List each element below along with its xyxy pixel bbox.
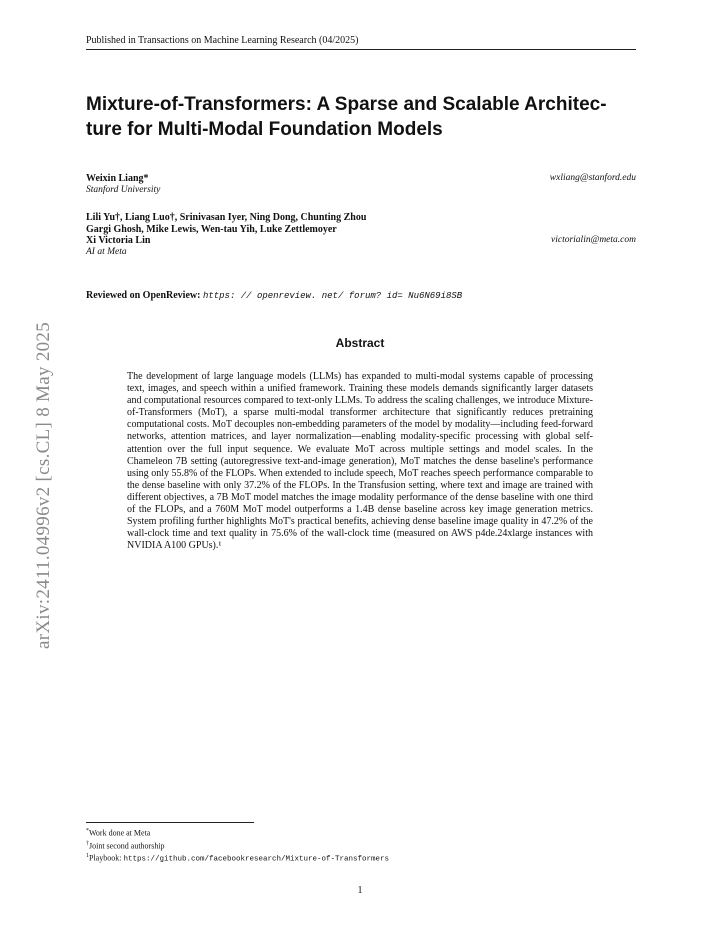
abstract-heading: Abstract xyxy=(335,336,385,350)
author-block-stanford xyxy=(86,173,636,196)
author-names-line-1: Lili Yu†, Liang Luo†, Srinivasan Iyer, Ning Dong, Chunting Zhou xyxy=(86,212,367,223)
author-names-line-3: Xi Victoria Lin xyxy=(86,235,151,246)
footnote-2: †Joint second authorship xyxy=(86,840,165,851)
author-affiliation: Stanford University xyxy=(86,184,161,195)
reviewed-label: Reviewed on OpenReview: xyxy=(86,290,201,301)
author-group-email[interactable]: victorialin@meta.com xyxy=(551,235,636,245)
title-line-1: Mixture-of-Transformers: A Sparse and Scalable Architec- xyxy=(86,94,607,115)
paper-title xyxy=(86,92,646,142)
footnote-3: $^1$Playbook: https://github.com/facebookresearch/Mixture-of-Transformers xyxy=(86,853,389,864)
author-names-line-2: Gargi Ghosh, Mike Lewis, Wen-tau Yih, Luke Zettlemoyer xyxy=(86,223,337,235)
footnotes xyxy=(86,826,389,866)
footnote-rule xyxy=(86,822,254,823)
author-name: Weixin Liang* xyxy=(86,173,149,184)
title-line-2: ture for Multi-Modal Foundation Models xyxy=(86,119,443,140)
author-group-affiliation: AI at Meta xyxy=(86,246,127,257)
author-block-meta xyxy=(86,212,636,258)
page-number: 1 xyxy=(357,885,363,896)
openreview-link[interactable]: https: // openreview. net/ forum? id= Nu6N69i8SB xyxy=(202,291,463,301)
footnote-1: *Work done at Meta xyxy=(86,828,151,838)
reviewed-line xyxy=(86,290,462,301)
github-link[interactable]: https://github.com/facebookresearch/Mixture-of-Transformers xyxy=(123,855,389,864)
running-head: Published in Transactions on Machine Learning Research (04/2025) xyxy=(86,35,636,50)
author-email[interactable]: wxliang@stanford.edu xyxy=(549,173,636,183)
arxiv-identifier-stamp: arXiv:2411.04996v2 [cs.CL] 8 May 2025 xyxy=(33,321,54,649)
abstract-text: The development of large language models (LLMs) has expanded to multi-modal systems capable of processing text, images, and speech within a unified framework. Training these models demands significantly larger datasets and computational resources compared to text-only LLMs. To address the scaling challenges, we introduce Mixture-of-Transformers (MoT), a sparse multi-modal transformer architecture that significantly reduces pretraining computational costs. MoT decouples non-embedding parameters of the model by modality—including feed-forward networks, attention matrices, and layer normalization—enabling modality-specific processing with global self-attention over the full input sequence. We evaluate MoT across multiple settings and model scales. In the Chameleon 7B setting (autoregressive text-and-image generation), MoT matches the dense baseline's performance using only 55.8% of the FLOPs. When extended to include speech, MoT reaches speech performance comparable to the dense baseline with only 37.2% of the FLOPs. In the Transfusion setting, where text and image are trained with different objectives, a 7B MoT model matches the image modality performance of the dense baseline with one third of the FLOPs, and a 760M MoT model outperforms a 1.4B dense baseline across key image generation metrics. System profiling further highlights MoT's practical benefits, achieving dense baseline image quality in 47.2% of the wall-clock time and text quality in 75.6% of the wall-clock time (measured on AWS p4de.24xlarge instances with NVIDIA A100 GPUs).¹ xyxy=(127,371,593,552)
